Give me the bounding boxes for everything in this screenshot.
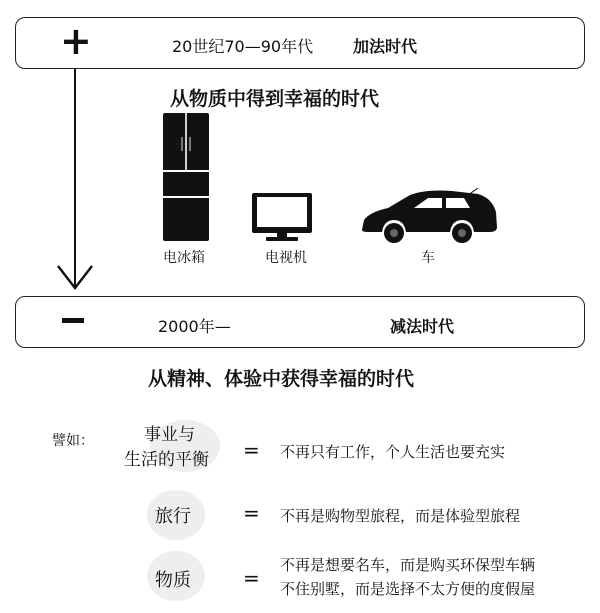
television-icon: [252, 193, 312, 243]
plus-sign: +: [60, 19, 92, 63]
topic-material: 物质: [155, 570, 191, 591]
timeline-arrow: [50, 60, 100, 300]
refrigerator-label: 电冰箱: [163, 250, 205, 266]
material-desc-line2: 不住别墅，而是选择不太方便的度假屋: [280, 580, 536, 598]
refrigerator-icon: [163, 113, 209, 243]
equals-sign: =: [243, 501, 260, 525]
subtraction-era-label: 减法时代: [390, 317, 455, 336]
work-life-desc: 不再只有工作，个人生活也要充实: [280, 443, 506, 461]
minus-sign: [62, 318, 84, 323]
topic-work-life-line1: 事业与: [144, 425, 195, 445]
subtraction-era-box: [15, 296, 585, 348]
equals-sign: =: [243, 566, 260, 590]
equals-sign: =: [243, 438, 260, 462]
television-label: 电视机: [265, 250, 307, 266]
addition-era-label: 加法时代: [353, 37, 418, 56]
examples-intro: 譬如：: [52, 433, 94, 449]
car-icon: [360, 188, 500, 246]
subtraction-period: 2000年—: [158, 317, 231, 336]
topic-travel: 旅行: [155, 506, 191, 527]
car-label: 车: [421, 250, 435, 266]
addition-subtitle: 从物质中得到幸福的时代: [170, 88, 380, 110]
travel-desc: 不再是购物型旅程，而是体验型旅程: [280, 507, 521, 525]
addition-period: 20世纪70—90年代: [172, 37, 314, 56]
material-desc-line1: 不再是想要名车，而是购买环保型车辆: [280, 556, 536, 574]
topic-work-life-line2: 生活的平衡: [124, 450, 209, 470]
subtraction-subtitle: 从精神、体验中获得幸福的时代: [148, 368, 415, 390]
